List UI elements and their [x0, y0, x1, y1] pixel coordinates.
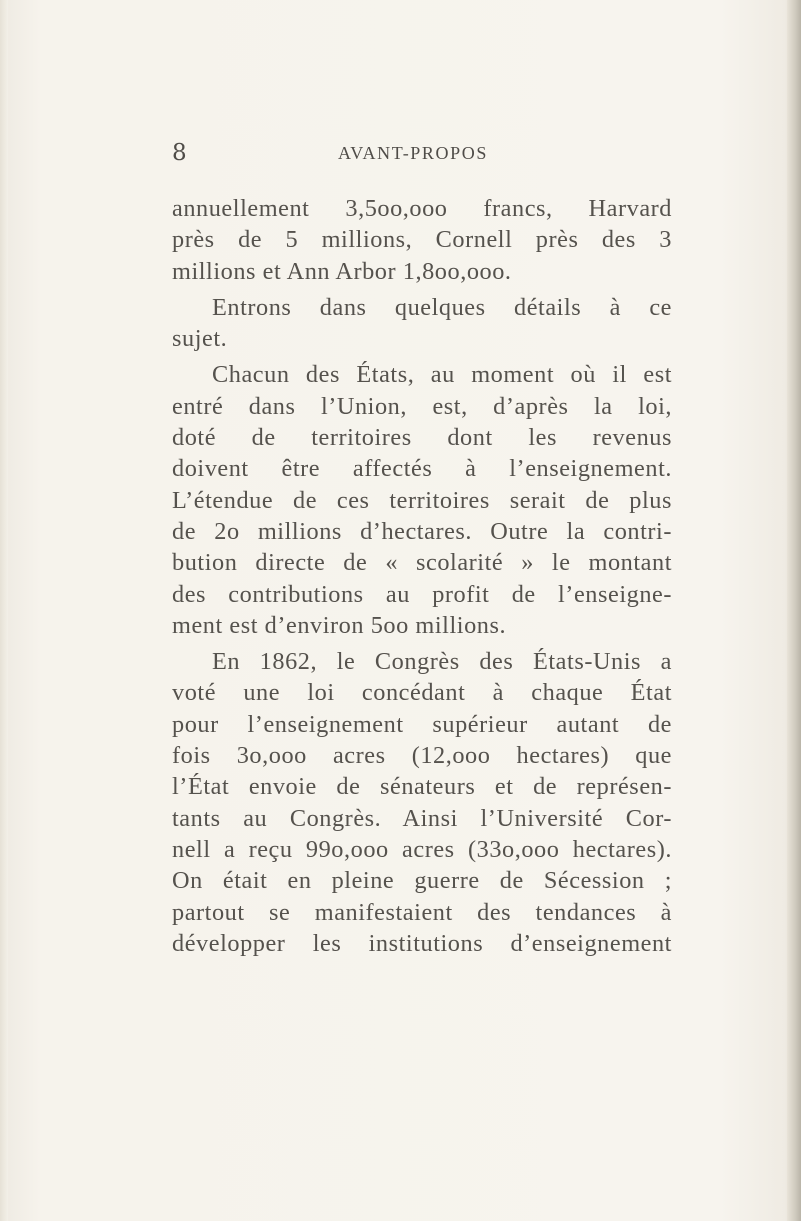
body-text	[172, 193, 672, 959]
page-edge-left	[0, 0, 8, 1221]
text-line: ment est d’environ 5oo millions.	[172, 611, 507, 639]
text-line: développer les institutions d’enseignement	[172, 929, 672, 957]
paragraph	[172, 292, 672, 355]
text-line: doté de territoires dont les revenus	[172, 424, 672, 452]
page-number: 8	[172, 140, 188, 166]
text-line: bution directe de « scolarité » le montant	[172, 549, 672, 577]
running-head	[172, 140, 642, 170]
paragraph	[172, 359, 672, 641]
text-line: Chacun des États, au moment où il est	[212, 361, 672, 389]
text-line: millions et Ann Arbor 1,8oo,ooo.	[172, 257, 512, 285]
running-title: AVANT-PROPOS	[338, 143, 488, 163]
paragraph	[172, 646, 672, 959]
text-line: voté une loi concédant à chaque État	[172, 679, 672, 707]
text-line: On était en pleine guerre de Sécession ;	[172, 867, 672, 895]
text-line: doivent être affectés à l’enseignement.	[172, 455, 672, 483]
text-line: En 1862, le Congrès des États-Unis a	[212, 648, 672, 676]
text-line: tants au Congrès. Ainsi l’Université Cor-	[172, 804, 672, 832]
text-line: L’étendue de ces territoires serait de plus	[172, 486, 672, 514]
text-line: des contributions au profit de l’enseigne-	[172, 580, 672, 608]
text-line: partout se manifestaient des tendances à	[172, 898, 672, 926]
text-line: fois 3o,ooo acres (12,ooo hectares) que	[172, 742, 672, 770]
text-line: de 2o millions d’hectares. Outre la contri-	[172, 517, 672, 545]
paragraph	[172, 193, 672, 287]
text-line: nell a reçu 99o,ooo acres (33o,ooo hectares).	[172, 835, 672, 863]
page-edge-right	[787, 0, 801, 1221]
text-line: Entrons dans quelques détails à ce	[212, 293, 672, 321]
text-line: pour l’enseignement supérieur autant de	[172, 710, 672, 738]
text-line: annuellement 3,5oo,ooo francs, Harvard	[172, 195, 672, 222]
text-line: l’État envoie de sénateurs et de représen-	[172, 773, 672, 801]
text-line: près de 5 millions, Cornell près des 3	[172, 226, 672, 254]
text-line: entré dans l’Union, est, d’après la loi,	[172, 392, 672, 420]
text-line: sujet.	[172, 325, 228, 353]
